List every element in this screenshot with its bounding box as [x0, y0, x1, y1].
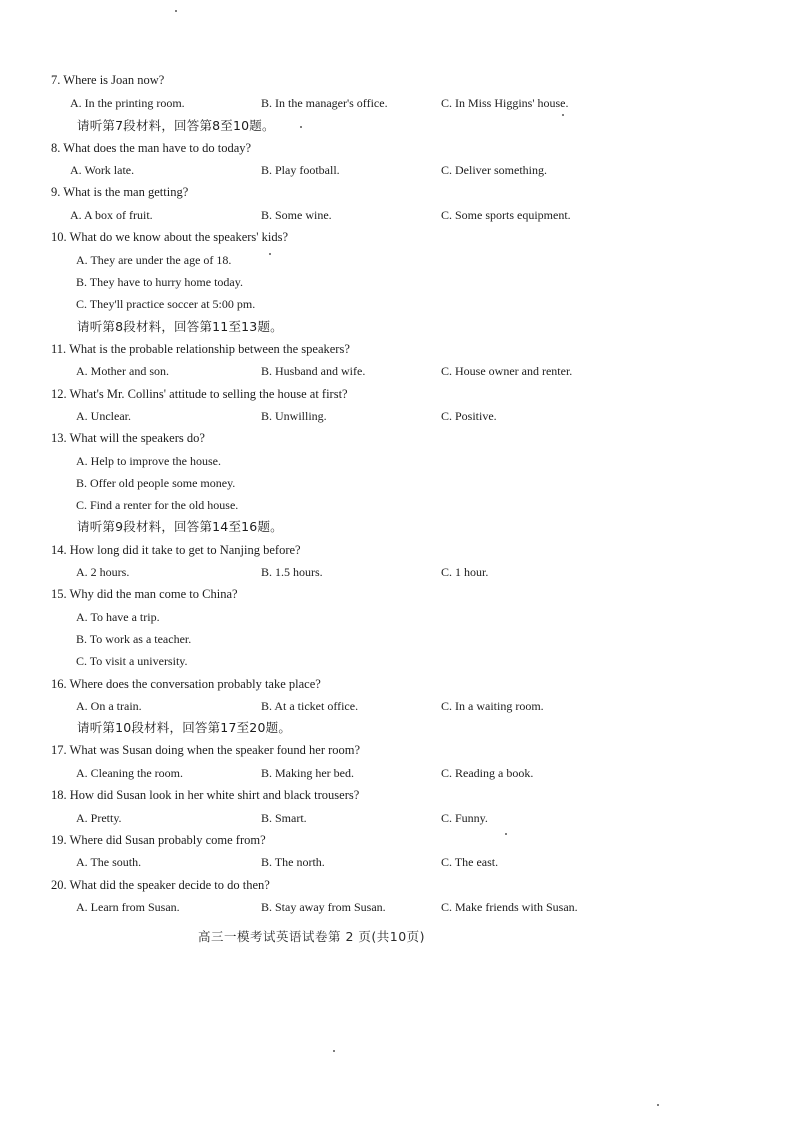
option-18c: C. Funny.	[441, 811, 488, 825]
option-18a: A. Pretty.	[76, 811, 122, 825]
scan-speck	[269, 253, 271, 255]
question-18: 18. How did Susan look in her white shirt and black trousers?	[51, 788, 360, 802]
option-15b: B. To work as a teacher.	[76, 632, 192, 646]
option-15a: A. To have a trip.	[76, 610, 160, 624]
option-9b: B. Some wine.	[261, 208, 332, 222]
option-13a: A. Help to improve the house.	[76, 454, 221, 468]
option-12c: C. Positive.	[441, 409, 497, 423]
scan-speck	[505, 833, 507, 835]
question-16: 16. Where does the conversation probably take place?	[51, 677, 321, 691]
option-11a: A. Mother and son.	[76, 364, 169, 378]
option-10b: B. They have to hurry home today.	[76, 275, 243, 289]
section-instruction-9: 请听第9段材料，回答第14至16题。	[77, 519, 283, 534]
option-8b: B. Play football.	[261, 163, 340, 177]
section-instruction-8: 请听第8段材料，回答第11至13题。	[77, 319, 283, 334]
option-13c: C. Find a renter for the old house.	[76, 498, 239, 512]
scan-speck	[300, 126, 302, 128]
option-20c: C. Make friends with Susan.	[441, 900, 578, 914]
question-19: 19. Where did Susan probably come from?	[51, 833, 266, 847]
option-19c: C. The east.	[441, 855, 499, 869]
option-17a: A. Cleaning the room.	[76, 766, 183, 780]
option-20a: A. Learn from Susan.	[76, 900, 180, 914]
question-12: 12. What's Mr. Collins' attitude to selling the house at first?	[51, 387, 348, 401]
scan-speck	[657, 1104, 659, 1106]
question-13: 13. What will the speakers do?	[51, 431, 205, 445]
question-9: 9. What is the man getting?	[51, 185, 189, 199]
option-10a: A. They are under the age of 18.	[76, 253, 232, 267]
question-7: 7. Where is Joan now?	[51, 73, 165, 87]
option-7a: A. In the printing room.	[70, 96, 185, 110]
option-14c: C. 1 hour.	[441, 565, 489, 579]
option-12b: B. Unwilling.	[261, 409, 327, 423]
question-10: 10. What do we know about the speakers' kids?	[51, 230, 289, 244]
page-footer: 高三一模考试英语试卷第 2 页(共10页)	[198, 929, 426, 944]
question-17: 17. What was Susan doing when the speaker found her room?	[51, 743, 361, 757]
option-10c: C. They'll practice soccer at 5:00 pm.	[76, 297, 256, 311]
option-8c: C. Deliver something.	[441, 163, 547, 177]
option-17c: C. Reading a book.	[441, 766, 534, 780]
option-18b: B. Smart.	[261, 811, 307, 825]
option-11c: C. House owner and renter.	[441, 364, 573, 378]
option-15c: C. To visit a university.	[76, 654, 188, 668]
option-11b: B. Husband and wife.	[261, 364, 366, 378]
option-8a: A. Work late.	[70, 163, 135, 177]
option-19b: B. The north.	[261, 855, 325, 869]
scan-speck	[562, 114, 564, 116]
option-9c: C. Some sports equipment.	[441, 208, 571, 222]
question-14: 14. How long did it take to get to Nanjing before?	[51, 543, 301, 557]
question-15: 15. Why did the man come to China?	[51, 587, 238, 601]
question-11: 11. What is the probable relationship between the speakers?	[51, 342, 350, 356]
question-8: 8. What does the man have to do today?	[51, 141, 252, 155]
option-12a: A. Unclear.	[76, 409, 131, 423]
option-16a: A. On a train.	[76, 699, 142, 713]
option-9a: A. A box of fruit.	[70, 208, 153, 222]
option-16b: B. At a ticket office.	[261, 699, 359, 713]
option-7c: C. In Miss Higgins' house.	[441, 96, 569, 110]
scan-speck	[175, 10, 177, 12]
option-7b: B. In the manager's office.	[261, 96, 388, 110]
option-19a: A. The south.	[76, 855, 142, 869]
option-17b: B. Making her bed.	[261, 766, 354, 780]
option-16c: C. In a waiting room.	[441, 699, 544, 713]
section-instruction-7: 请听第7段材料，回答第8至10题。	[77, 118, 275, 133]
section-instruction-10: 请听第10段材料，回答第17至20题。	[77, 720, 292, 735]
question-20: 20. What did the speaker decide to do then?	[51, 878, 270, 892]
option-14b: B. 1.5 hours.	[261, 565, 323, 579]
option-20b: B. Stay away from Susan.	[261, 900, 386, 914]
option-13b: B. Offer old people some money.	[76, 476, 236, 490]
scan-speck	[333, 1050, 335, 1052]
option-14a: A. 2 hours.	[76, 565, 130, 579]
